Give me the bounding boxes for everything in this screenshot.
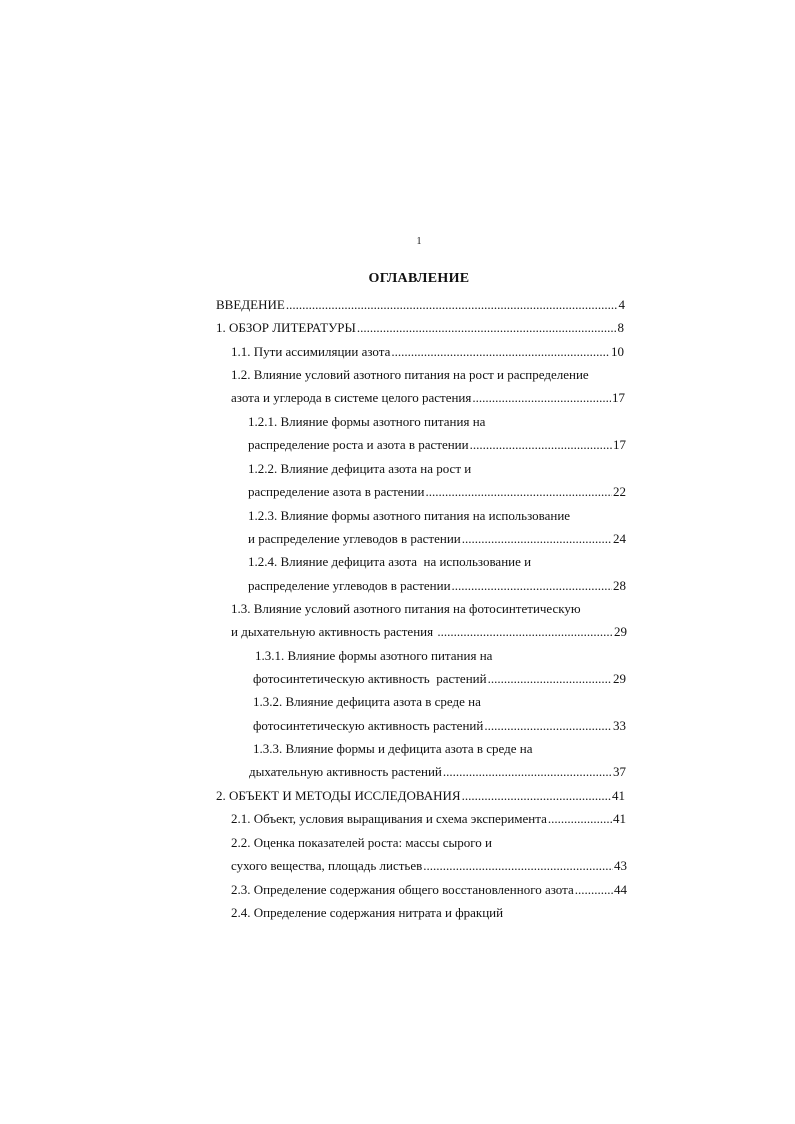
toc-entry-text: распределение азота в растении — [248, 484, 425, 499]
toc-entry-page: 4 — [618, 297, 625, 312]
toc-entry-text: 1.2.3. Влияние формы азотного питания на использование — [248, 508, 571, 523]
toc-entry-page: 41 — [613, 811, 626, 826]
toc-entry-page: 41 — [612, 788, 625, 803]
toc-entry-text: 1.2. Влияние условий азотного питания на рост и распределение — [231, 367, 589, 382]
toc-entry-text: 1.1. Пути ассимиляции азота — [231, 344, 391, 359]
toc-title: ОГЛАВЛЕНИЕ — [368, 271, 470, 286]
toc-entry-text: 2.4. Определение содержания нитрата и фракций — [231, 905, 504, 920]
toc-entry-page: 22 — [613, 484, 626, 499]
toc-entry-text: фотосинтетическую активность растений — [253, 718, 484, 733]
toc-entry — [231, 344, 624, 360]
dot-leader — [575, 882, 613, 898]
dot-leader — [472, 390, 611, 406]
toc-entry-text: 2.1. Объект, условия выращивания и схема эксперимента — [231, 811, 547, 826]
dot-leader — [391, 344, 610, 360]
toc-entry-text: 2. ОБЪЕКТ И МЕТОДЫ ИССЛЕДОВАНИЯ — [216, 788, 461, 803]
toc-entry-page: 17 — [612, 390, 625, 405]
toc-entry-text: ВВЕДЕНИЕ — [216, 297, 285, 312]
dot-leader — [425, 484, 612, 500]
toc-entry-text: 2.3. Определение содержания общего восстановленного азота — [231, 882, 574, 897]
toc-entry-text: 1.2.4. Влияние дефицита азота на использование и — [248, 554, 532, 569]
toc-entry-text: 1.3. Влияние условий азотного питания на фотосинтетическую — [231, 601, 581, 616]
toc-entry-text: и распределение углеводов в растении — [248, 531, 461, 546]
dot-leader — [443, 764, 612, 780]
toc-entry — [253, 718, 626, 734]
toc-entry-text: сухого вещества, площадь листьев — [231, 858, 423, 873]
dot-leader — [286, 297, 618, 313]
toc-entry-text: 2.2. Оценка показателей роста: массы сырого и — [231, 835, 493, 850]
toc-entry-page: 8 — [617, 320, 624, 335]
toc-entry — [231, 882, 627, 898]
toc-entry-text: 1.3.2. Влияние дефицита азота в среде на — [253, 694, 481, 709]
toc-entry — [231, 624, 627, 640]
dot-leader — [470, 437, 612, 453]
toc-entry-text: 1.2.2. Влияние дефицита азота на рост и — [248, 461, 472, 476]
toc-entry-text: распределение углеводов в растении — [248, 578, 451, 593]
toc-entry — [216, 788, 625, 804]
toc-entry-text: 1. ОБЗОР ЛИТЕРАТУРЫ — [216, 320, 356, 335]
toc-entry-text: 1.3.1. Влияние формы азотного питания на — [255, 648, 493, 663]
toc-entry — [216, 297, 625, 313]
toc-entry-text: фотосинтетическую активность растений — [253, 671, 487, 686]
toc-entry-page: 29 — [614, 624, 627, 639]
toc-entry-page: 24 — [613, 531, 626, 546]
toc-entry — [248, 578, 626, 594]
toc-entry — [231, 390, 625, 406]
toc-entry — [248, 484, 626, 500]
toc-entry-text: дыхательную активность растений — [249, 764, 442, 779]
toc-entry-page: 37 — [613, 764, 626, 779]
toc-entry-page: 43 — [614, 858, 627, 873]
dot-leader — [357, 320, 617, 336]
toc-entry — [231, 858, 627, 874]
toc-entry — [248, 437, 626, 453]
dot-leader — [423, 858, 613, 874]
toc-entry-text: 1.2.1. Влияние формы азотного питания на — [248, 414, 486, 429]
toc-entry — [249, 764, 626, 780]
toc-entry-text: распределение роста и азота в растении — [248, 437, 469, 452]
dot-leader — [488, 671, 612, 687]
toc-entry-page: 28 — [613, 578, 626, 593]
toc-entry-page: 29 — [613, 671, 626, 686]
toc-entry-text: 1.3.3. Влияние формы и дефицита азота в среде на — [253, 741, 533, 756]
toc-entry-text: и дыхательную активность растения — [231, 624, 437, 639]
dot-leader — [484, 718, 612, 734]
dot-leader — [462, 531, 612, 547]
toc-entry-page: 10 — [611, 344, 624, 359]
toc-entry-page: 17 — [613, 437, 626, 452]
dot-leader — [452, 578, 612, 594]
dot-leader — [548, 811, 612, 827]
toc-entry — [248, 531, 626, 547]
toc-entry — [216, 320, 624, 336]
page-number: 1 — [416, 236, 422, 247]
dot-leader — [462, 788, 611, 804]
toc-entry — [231, 811, 626, 827]
toc-entry — [253, 671, 626, 687]
toc-entry-text: азота и углерода в системе целого растения — [231, 390, 472, 405]
toc-entry-page: 33 — [613, 718, 626, 733]
toc-entry-page: 44 — [614, 882, 627, 897]
dot-leader — [437, 624, 613, 640]
